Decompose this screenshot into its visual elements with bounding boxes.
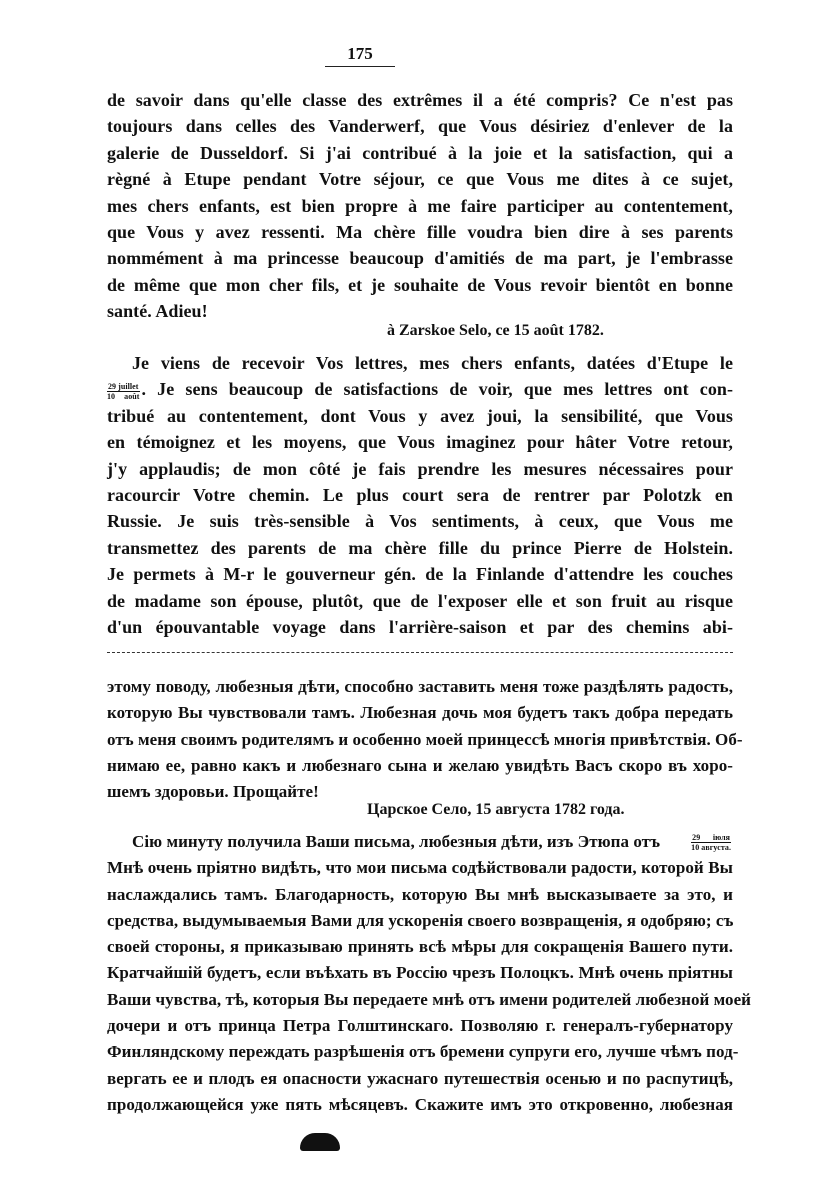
page-number-rule bbox=[325, 66, 395, 67]
text-line: Кратчайшій будетъ, если въѣхать въ Россію чрезъ Полоцкъ. Мнѣ очень пріятны bbox=[107, 963, 733, 983]
french-paragraph-2 bbox=[107, 350, 733, 640]
page-number: 175 bbox=[347, 44, 373, 63]
russian-signoff: Царское Село, 15 августа 1782 года. bbox=[367, 801, 625, 818]
text-line: своей стороны, я приказываю принять всѣ мѣры для сокращенія Вашего пути. bbox=[107, 937, 733, 957]
text-line-with-date bbox=[107, 376, 733, 402]
text-line: дочери и отъ принца Петра Голштинскаго. Позволяю г. генералъ-губернатору bbox=[107, 1016, 733, 1036]
text-line: Финляндскому переждать разрѣшенія отъ бремени супруги его, лучше чѣмъ под- bbox=[107, 1042, 739, 1062]
ink-blot-ornament bbox=[300, 1133, 340, 1151]
text-line: galerie de Dusseldorf. Si j'ai contribué à la joie et la satisfaction, qui a bbox=[107, 142, 733, 163]
text-line: de même que mon cher fils, et je souhaite de Vous revoir bientôt en bonne bbox=[107, 274, 733, 295]
text-line: этому поводу, любезныя дѣти, способно заставить меня тоже раздѣлять радость, bbox=[107, 677, 733, 696]
text-line: средства, выдумываемыя Вами для ускоренія своего возвращенія, я одобряю; съ bbox=[107, 910, 734, 930]
fraction-denominator: 10 août bbox=[107, 391, 140, 401]
text-line: Мнѣ очень пріятно видѣть, что мои письма содѣйствовали радости, которой Вы bbox=[107, 858, 733, 878]
text-line: toujours dans celles des Vanderwerf, que Vous désiriez d'enlever de la bbox=[107, 116, 733, 137]
text-line: Je viens de recevoir Vos lettres, mes chers enfants, datées d'Etupe le bbox=[132, 353, 733, 373]
russian-paragraph-1 bbox=[107, 674, 743, 805]
text-line: отъ меня своимъ родителямъ и особенно моей принцессѣ многія привѣтствія. Об- bbox=[107, 729, 743, 749]
fraction-numerator: 29 іюля bbox=[692, 832, 730, 842]
text-line: нимаю ее, равно какъ и любезнаго сына и желаю увидѣть Васъ скоро въ хоро- bbox=[107, 755, 733, 775]
text-line: nommément à ma princesse beaucoup d'amitiés de ma part, je l'embrasse bbox=[107, 248, 733, 269]
date-fraction bbox=[107, 382, 140, 401]
text-line: santé. Adieu! bbox=[107, 301, 208, 322]
french-paragraph-1 bbox=[107, 87, 733, 325]
text-line: racourcir Votre chemin. Le plus court sera de rentrer par Polotzk en bbox=[107, 484, 733, 505]
text-line: mes chers enfants, est bien propre à me faire participer au contentement, bbox=[107, 195, 733, 216]
text-line: d'un épouvantable voyage dans l'arrière-saison et par des chemins abi- bbox=[107, 616, 733, 637]
text-line: наслаждались тамъ. Благодарность, которую Вы мнѣ высказываете за это, и bbox=[107, 884, 733, 904]
text-line: шемъ здоровьи. Прощайте! bbox=[107, 782, 319, 802]
text-line: de madame son épouse, plutôt, que de l'exposer elle et son fruit au risque bbox=[107, 590, 733, 611]
text-line: j'y applaudis; de mon côté je fais prendre les mesures nécessaires pour bbox=[107, 458, 733, 479]
text-line: Russie. Je suis très-sensible à Vos sentiments, à ceux, que Vous me bbox=[107, 511, 733, 532]
text-line: Ваши чувства, тѣ, которыя Вы передаете мнѣ отъ имени родителей любезной моей bbox=[107, 989, 752, 1009]
text-line: которую Вы чувствовали тамъ. Любезная дочь моя будетъ такъ добра передать bbox=[107, 703, 733, 723]
text-line: Je permets à M-r le gouverneur gén. de la Finlande d'attendre les couches bbox=[107, 564, 733, 585]
fraction-numerator: 29 juillet bbox=[108, 381, 139, 391]
text-line: en témoignez et les moyens, que Vous imaginez pour hâter Votre retour, bbox=[107, 432, 733, 453]
text-line-rest: . Je sens beaucoup de satisfactions de voir, que mes lettres ont con- bbox=[141, 379, 733, 400]
text-line-start: Сію минуту получила Ваши письма, любезныя дѣти, изъ Этюпа отъ bbox=[132, 832, 661, 851]
date-fraction bbox=[691, 833, 731, 852]
text-line: de savoir dans qu'elle classe des extrêmes il a été compris? Ce n'est pas bbox=[107, 90, 733, 110]
text-line: вергать ее и плодъ ея опасности ужаснаго путешествія осенью и по распутицѣ, bbox=[107, 1068, 733, 1088]
footnote-divider bbox=[107, 652, 733, 653]
text-line: продолжающейся уже пять мѣсяцевъ. Скажите имъ это откровенно, любезная bbox=[107, 1094, 733, 1114]
fraction-denominator: 10 августа. bbox=[691, 842, 731, 852]
text-line-with-date bbox=[107, 829, 733, 855]
text-line: tribué au contentement, dont Vous y avez joui, la sensibilité, que Vous bbox=[107, 405, 733, 426]
russian-paragraph-2 bbox=[107, 829, 752, 1118]
text-line: transmettez des parents de ma chère fille du prince Pierre de Holstein. bbox=[107, 537, 733, 558]
text-line: règné à Etupe pendant Votre séjour, ce que Vous me dites à ce sujet, bbox=[107, 169, 733, 190]
text-line: que Vous y avez ressenti. Ma chère fille voudra bien dire à ses parents bbox=[107, 221, 733, 242]
french-signoff: à Zarskoe Selo, ce 15 août 1782. bbox=[387, 322, 604, 339]
